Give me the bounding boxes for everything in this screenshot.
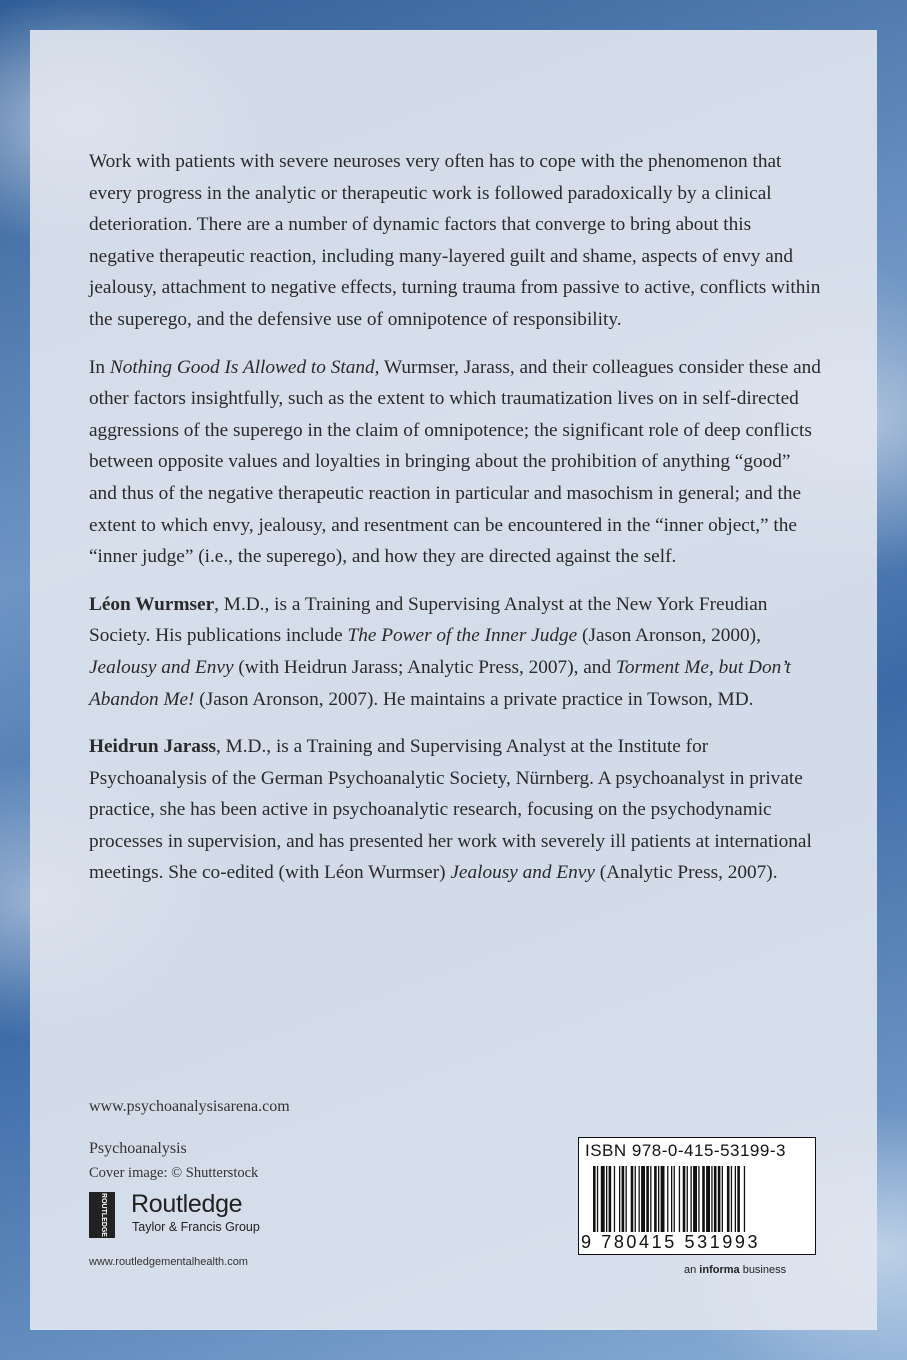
barcode-bar <box>683 1166 686 1236</box>
barcode-bar <box>687 1166 688 1236</box>
website-link[interactable]: www.psychoanalysisarena.com <box>89 1098 290 1115</box>
barcode-bar <box>601 1166 605 1236</box>
cover-credit: Cover image: © Shutterstock <box>89 1165 259 1181</box>
barcode-bar <box>609 1166 612 1236</box>
bio-text: (Jason Aronson, 2000), <box>577 625 761 647</box>
barcode-bar <box>626 1166 627 1236</box>
book-title: Torment Me, but Don’t Abandon Me! <box>89 656 791 710</box>
barcode-bars <box>585 1166 811 1236</box>
author-bio-jarass <box>89 731 821 889</box>
publisher-subtitle: Taylor & Francis Group <box>132 1220 260 1234</box>
barcode-bar <box>674 1166 675 1236</box>
informa-prefix: an <box>684 1264 700 1276</box>
blurb-paragraph-1: Work with patients with severe neuroses very often has to cope with the phenomenon that every progress in the analytic or therapeutic work is followed paradoxically by a clinical deterioration. There are a number of dynamic factors that converge to bring about this negative therapeutic reaction, including many-layered guilt and shame, aspects of envy and jealousy, attachment to negative effects, turning trauma from passive to active, conflicts within the superego, and the defensive use of omnipotence of responsibility. <box>89 151 821 330</box>
routledge-logo <box>89 1192 269 1240</box>
barcode-bar <box>698 1166 699 1236</box>
blurb-p2-body: , Wurmser, Jarass, and their colleagues consider these and other factors insightfully, such as the extent to which traumatization lives on in self-directed aggressions of the superego in the claim of omnipotence; the significant role of deep conflicts between opposite values and loyalties in bringing about the prohibition of anything “good” and thus of the negative therapeutic reaction in particular and masochism in general; and the extent to which envy, jealousy, and resentment can be encountered in the “inner object,” the “inner judge” (i.e., the superego), and how they are directed against the self. <box>89 356 821 568</box>
informa-suffix: business <box>739 1264 787 1276</box>
bio-text: , M.D., is a Training and Supervising Analyst at the Institute for Psychoanalysis of the German Psychoanalytic Society, Nürnberg. A psychoanalyst in private practice, she has been active in psychoanalytic research, focusing on the psychodynamic processes in supervision, and has presented her work with severely ill patients at international meetings. She co-edited (with Léon Wurmser) <box>89 736 812 884</box>
barcode-bar <box>691 1166 692 1236</box>
bio-text: (Jason Aronson, 2007). He maintains a private practice in Towson, MD. <box>194 688 754 710</box>
book-title: Jealousy and Envy <box>450 862 595 884</box>
barcode-bar <box>671 1166 672 1236</box>
barcode-bar <box>706 1166 710 1236</box>
barcode-bar <box>735 1166 736 1236</box>
informa-brand: informa <box>699 1264 740 1276</box>
barcode-bar <box>606 1166 607 1236</box>
book-title: The Power of the Inner Judge <box>347 625 578 647</box>
barcode-bar <box>635 1166 636 1236</box>
barcode-bar <box>661 1166 665 1236</box>
author-name: Heidrun Jarass <box>89 736 216 758</box>
barcode-bar <box>714 1166 717 1236</box>
publisher-website-link[interactable]: www.routledgementalhealth.com <box>89 1256 248 1268</box>
barcode-bar <box>641 1166 645 1236</box>
bio-text: (Analytic Press, 2007). <box>594 862 778 884</box>
barcode-bar <box>718 1166 721 1236</box>
barcode-bar <box>654 1166 657 1236</box>
isbn-label: ISBN 978-0-415-53199-3 <box>585 1141 786 1160</box>
barcode-bar <box>622 1166 625 1236</box>
book-title: Nothing Good Is Allowed to Stand <box>109 356 375 378</box>
logo-vertical-text: ROUTLEDGE <box>100 1193 107 1237</box>
barcode-bar <box>744 1166 745 1236</box>
barcode-bar <box>631 1166 634 1236</box>
barcode-bar <box>658 1166 659 1236</box>
barcode-bar <box>727 1166 730 1236</box>
blurb-p2-prefix: In <box>89 356 110 378</box>
barcode-bar <box>737 1166 740 1236</box>
blurb-paragraph-2 <box>89 352 821 573</box>
barcode-bar <box>639 1166 640 1236</box>
barcode-bar <box>597 1166 598 1236</box>
barcode-bar <box>711 1166 712 1236</box>
barcode-bar <box>593 1166 596 1236</box>
back-cover-text <box>89 146 821 905</box>
informa-tagline <box>684 1264 786 1276</box>
barcode-bar <box>693 1166 697 1236</box>
barcode-bar <box>679 1166 680 1236</box>
barcode-bar <box>650 1166 651 1236</box>
barcode-digits: 9 780415 531993 <box>581 1232 813 1253</box>
bio-text: (with Heidrun Jarass; Analytic Press, 2007), and <box>233 656 616 678</box>
barcode-bar <box>614 1166 615 1236</box>
book-title: Jealousy and Envy <box>89 656 234 678</box>
barcode-bar <box>619 1166 620 1236</box>
barcode-bar <box>646 1166 649 1236</box>
isbn-barcode <box>578 1137 816 1255</box>
bio-text: , M.D., is a Training and Supervising Analyst at the New York Freudian Society. His publications include <box>89 593 768 647</box>
author-name: Léon Wurmser <box>89 593 215 615</box>
barcode-bar <box>722 1166 723 1236</box>
routledge-logo-icon <box>89 1192 115 1238</box>
barcode-bar <box>731 1166 732 1236</box>
barcode-bar <box>667 1166 668 1236</box>
author-bio-wurmser <box>89 589 821 715</box>
category-label: Psychoanalysis <box>89 1140 187 1157</box>
barcode-bar <box>702 1166 705 1236</box>
publisher-name: Routledge <box>131 1190 243 1218</box>
